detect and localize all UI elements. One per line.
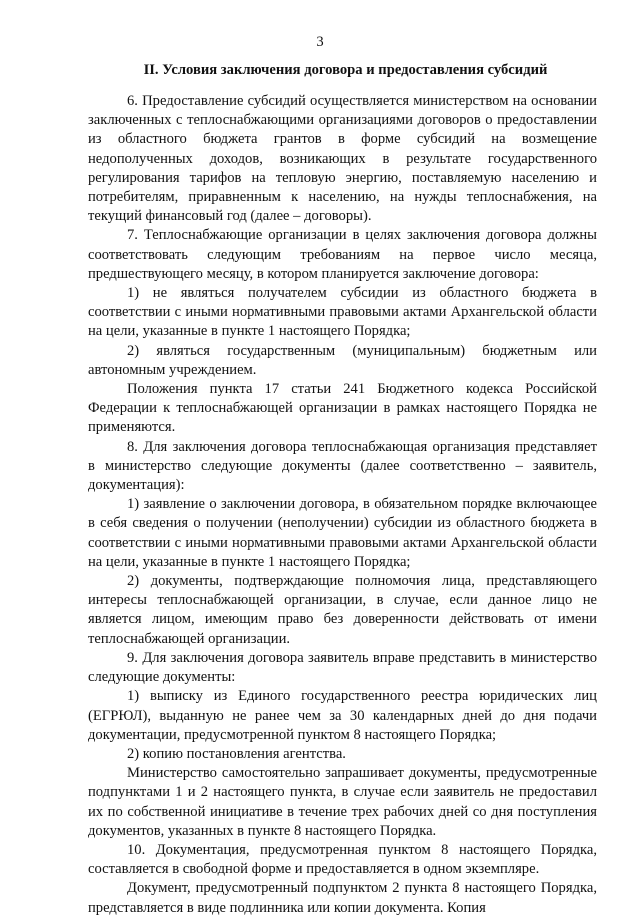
paragraph-9-item-2: 2) копию постановления агентства. (127, 745, 346, 762)
paragraph-7-note: Положения пункта 17 статьи 241 Бюджетного кодекса Российской Федерации к теплоснабжающей организации в рамках настоящего Порядка не применяются. (88, 381, 597, 436)
paragraph-6: 6. Предоставление субсидий осуществляется министерством на основании заключенных с теплоснабжающими организациями договоров о предоставлении из областного бюджета грантов в форме субсидий на возмещение недополученных доходов, возникающих в результате государственного регулирования тарифов на тепловую энергию, поставляемую населению и потребителям, приравненным к населению, на нужды теплоснабжения, на текущий финансовый год (далее – договоры). (88, 93, 597, 225)
paragraph-10: 10. Документация, предусмотренная пунктом 8 настоящего Порядка, составляется в свободной форме и предоставляется в одном экземпляре. (88, 841, 597, 878)
paragraph-7-item-2: 2) являться государственным (муниципальным) бюджетным или автономным учреждением. (88, 342, 597, 378)
document-body (88, 92, 597, 918)
paragraph-9-note: Министерство самостоятельно запрашивает документы, предусмотренные подпунктами 1 и 2 настоящего пункта, в случае если заявитель не предоставил их по собственной инициативе в течение трех рабочих дней со дня поступления документов, указанных в пункте 8 настоящего Порядка. (88, 765, 597, 839)
paragraph-10-note: Документ, предусмотренный подпунктом 2 пункта 8 настоящего Порядка, представляется в виде подлинника или копии документа. Копия (88, 880, 597, 916)
paragraph-8-item-1: 1) заявление о заключении договора, в обязательном порядке включающее в себя сведения о получении (неполучении) субсидии из областного бюджета в соответствии с иными нормативными правовыми актами Архангельской области на цели, указанные в пункте 1 настоящего Порядка; (88, 496, 597, 570)
paragraph-9: 9. Для заключения договора заявитель вправе представить в министерство следующие документы: (88, 649, 597, 686)
section-heading: II. Условия заключения договора и предоставления субсидий (143, 62, 548, 78)
paragraph-7-item-1: 1) не являться получателем субсидии из областного бюджета в соответствии с иными нормативными правовыми актами Архангельской области на цели, указанные в пункте 1 настоящего Порядка; (88, 285, 597, 340)
paragraph-9-item-1: 1) выписку из Единого государственного реестра юридических лиц (ЕГРЮЛ), выданную не ранее чем за 30 календарных дней до дня подачи документации, предусмотренной пунктом 8 настоящего Порядка; (88, 688, 597, 743)
paragraph-8: 8. Для заключения договора теплоснабжающая организация представляет в министерство следующие документы (далее соответственно – заявитель, документация): (88, 438, 597, 494)
paragraph-7: 7. Теплоснабжающие организации в целях заключения договора должны соответствовать следующим требованиям на первое число месяца, предшествующего месяцу, в котором планируется заключение договора: (88, 227, 597, 282)
page-number: 3 (316, 34, 324, 50)
paragraph-8-item-2: 2) документы, подтверждающие полномочия лица, представляющего интересы теплоснабжающей организации, в случае, если данное лицо не является лицом, имеющим право без доверенности действовать от имени теплоснабжающей организации. (88, 573, 597, 647)
